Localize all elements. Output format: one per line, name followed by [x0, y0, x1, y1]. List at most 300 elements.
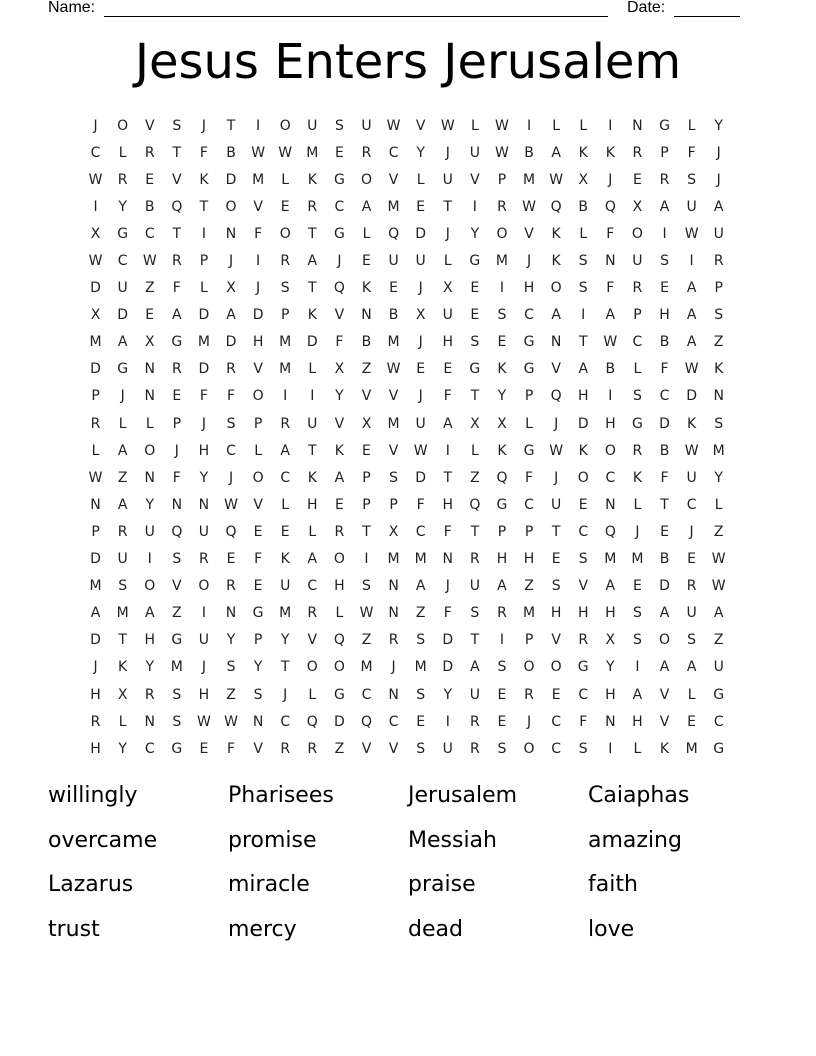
grid-letter[interactable]: U	[117, 280, 128, 297]
grid-letter[interactable]: L	[687, 686, 696, 703]
grid-letter[interactable]: T	[443, 469, 453, 486]
grid-letter[interactable]: I	[608, 740, 613, 757]
grid-letter[interactable]: M	[279, 605, 292, 622]
grid-letter[interactable]: V	[334, 307, 345, 324]
grid-letter[interactable]: J	[445, 225, 450, 242]
grid-letter[interactable]: C	[280, 713, 291, 730]
grid-letter[interactable]: H	[605, 605, 616, 622]
grid-letter[interactable]: K	[551, 253, 561, 270]
grid-letter[interactable]: V	[551, 361, 561, 378]
grid-letter[interactable]: Y	[416, 144, 425, 161]
grid-letter[interactable]: W	[549, 442, 564, 459]
grid-letter[interactable]: O	[577, 469, 589, 486]
grid-letter[interactable]: W	[413, 442, 428, 459]
grid-letter[interactable]: D	[415, 469, 427, 486]
grid-letter[interactable]: I	[499, 280, 505, 297]
grid-letter[interactable]: G	[171, 740, 183, 757]
grid-letter[interactable]: Z	[361, 632, 372, 649]
grid-letter[interactable]: H	[523, 551, 535, 568]
grid-letter[interactable]: G	[523, 361, 535, 378]
grid-letter[interactable]: H	[198, 686, 210, 703]
grid-letter[interactable]: S	[280, 280, 290, 297]
grid-letter[interactable]: F	[579, 713, 588, 730]
grid-letter[interactable]: A	[713, 605, 724, 622]
name-blank-line[interactable]	[104, 0, 608, 17]
grid-letter[interactable]: U	[442, 307, 453, 324]
grid-letter[interactable]: L	[118, 713, 127, 730]
grid-letter[interactable]: X	[388, 523, 399, 540]
grid-letter[interactable]: H	[605, 686, 616, 703]
grid-letter[interactable]: T	[470, 523, 480, 540]
grid-letter[interactable]: C	[659, 388, 670, 405]
grid-letter[interactable]: E	[470, 280, 480, 297]
grid-letter[interactable]: Z	[713, 523, 724, 540]
grid-letter[interactable]: G	[523, 442, 535, 459]
grid-letter[interactable]: F	[660, 469, 669, 486]
grid-letter[interactable]: L	[308, 686, 317, 703]
grid-letter[interactable]: Q	[333, 280, 345, 297]
grid-letter[interactable]: S	[660, 253, 669, 270]
grid-letter[interactable]: D	[90, 551, 101, 568]
grid-letter[interactable]: J	[418, 388, 423, 405]
grid-letter[interactable]: F	[199, 144, 208, 161]
grid-letter[interactable]: F	[226, 388, 236, 405]
grid-letter[interactable]: R	[280, 415, 291, 432]
grid-letter[interactable]: R	[307, 605, 318, 622]
grid-letter[interactable]: S	[226, 415, 236, 432]
grid-letter[interactable]: M	[712, 442, 725, 459]
grid-letter[interactable]: S	[389, 469, 399, 486]
grid-letter[interactable]: F	[660, 361, 669, 378]
grid-letter[interactable]: L	[362, 225, 371, 242]
grid-letter[interactable]: S	[172, 713, 182, 730]
grid-letter[interactable]: E	[145, 171, 155, 188]
grid-letter[interactable]: I	[635, 659, 640, 676]
grid-letter[interactable]: A	[442, 415, 453, 432]
grid-letter[interactable]: O	[550, 659, 562, 676]
grid-letter[interactable]: J	[418, 334, 423, 351]
grid-letter[interactable]: L	[579, 117, 588, 134]
grid-letter[interactable]: G	[333, 225, 345, 242]
grid-letter[interactable]: G	[523, 334, 535, 351]
grid-letter[interactable]: W	[440, 117, 455, 134]
grid-letter[interactable]: O	[198, 578, 210, 595]
grid-letter[interactable]: X	[605, 632, 616, 649]
grid-letter[interactable]: L	[254, 442, 263, 459]
grid-letter[interactable]: S	[632, 632, 642, 649]
grid-letter[interactable]: J	[716, 144, 721, 161]
grid-letter[interactable]: U	[117, 551, 128, 568]
grid-letter[interactable]: A	[415, 578, 426, 595]
grid-letter[interactable]: Q	[360, 713, 372, 730]
grid-letter[interactable]: A	[578, 361, 589, 378]
grid-letter[interactable]: Y	[606, 659, 615, 676]
grid-letter[interactable]: E	[497, 713, 507, 730]
grid-letter[interactable]: B	[144, 198, 155, 215]
grid-letter[interactable]: H	[442, 334, 454, 351]
grid-letter[interactable]: M	[116, 605, 129, 622]
grid-letter[interactable]: Z	[713, 334, 724, 351]
grid-letter[interactable]: A	[90, 605, 101, 622]
grid-letter[interactable]: S	[578, 253, 588, 270]
grid-letter[interactable]: N	[252, 713, 264, 730]
grid-letter[interactable]: A	[334, 469, 345, 486]
grid-letter[interactable]: C	[632, 334, 643, 351]
grid-letter[interactable]: C	[226, 442, 236, 459]
grid-letter[interactable]: J	[445, 578, 450, 595]
grid-letter[interactable]: L	[91, 442, 100, 459]
grid-letter[interactable]: I	[689, 253, 694, 270]
grid-letter[interactable]: W	[142, 253, 157, 270]
grid-letter[interactable]: W	[224, 713, 238, 730]
grid-letter[interactable]: T	[362, 523, 371, 540]
grid-letter[interactable]: M	[387, 198, 400, 215]
grid-letter[interactable]: K	[280, 551, 290, 568]
grid-letter[interactable]: Z	[415, 605, 426, 622]
grid-letter[interactable]: N	[144, 361, 155, 378]
grid-letter[interactable]: W	[549, 171, 564, 188]
grid-letter[interactable]: X	[144, 334, 155, 351]
grid-letter[interactable]: B	[659, 551, 670, 568]
grid-letter[interactable]: H	[307, 496, 318, 513]
grid-letter[interactable]: C	[578, 686, 589, 703]
grid-letter[interactable]: S	[362, 578, 371, 595]
grid-letter[interactable]: K	[334, 442, 344, 459]
grid-letter[interactable]: U	[415, 253, 426, 270]
grid-letter[interactable]: U	[280, 578, 291, 595]
grid-letter[interactable]: D	[577, 415, 589, 432]
grid-letter[interactable]: T	[470, 388, 480, 405]
grid-letter[interactable]: R	[171, 361, 182, 378]
grid-letter[interactable]: W	[386, 117, 401, 134]
grid-letter[interactable]: L	[335, 605, 344, 622]
grid-letter[interactable]: F	[172, 280, 181, 297]
grid-letter[interactable]: S	[416, 686, 426, 703]
grid-letter[interactable]: O	[523, 659, 535, 676]
grid-letter[interactable]: O	[144, 442, 156, 459]
grid-letter[interactable]: U	[198, 523, 210, 540]
grid-letter[interactable]: Z	[144, 280, 155, 297]
grid-letter[interactable]: L	[308, 361, 317, 378]
grid-letter[interactable]: G	[171, 334, 183, 351]
grid-letter[interactable]: E	[687, 713, 697, 730]
grid-letter[interactable]: A	[686, 659, 697, 676]
grid-letter[interactable]: A	[280, 442, 290, 459]
grid-letter[interactable]: C	[334, 198, 345, 215]
grid-letter[interactable]: F	[254, 551, 263, 568]
grid-letter[interactable]: S	[578, 280, 588, 297]
grid-letter[interactable]: E	[551, 686, 561, 703]
grid-letter[interactable]: R	[388, 632, 399, 649]
grid-letter[interactable]: F	[335, 334, 344, 351]
grid-letter[interactable]: O	[117, 117, 129, 134]
grid-letter[interactable]: D	[686, 388, 697, 405]
grid-letter[interactable]: F	[443, 523, 452, 540]
grid-letter[interactable]: G	[171, 632, 183, 649]
grid-letter[interactable]: H	[632, 713, 643, 730]
grid-letter[interactable]: K	[687, 415, 697, 432]
grid-letter[interactable]: S	[714, 415, 724, 432]
grid-letter[interactable]: S	[632, 388, 642, 405]
grid-letter[interactable]: G	[713, 740, 725, 757]
grid-letter[interactable]: J	[93, 117, 98, 134]
grid-letter[interactable]: U	[469, 578, 480, 595]
grid-letter[interactable]: D	[442, 659, 454, 676]
grid-letter[interactable]: J	[554, 469, 559, 486]
grid-letter[interactable]: F	[199, 388, 208, 405]
grid-letter[interactable]: I	[201, 605, 206, 622]
grid-letter[interactable]: L	[552, 117, 561, 134]
grid-letter[interactable]: P	[253, 632, 263, 649]
grid-letter[interactable]: X	[632, 198, 643, 215]
grid-letter[interactable]: B	[524, 144, 534, 161]
grid-letter[interactable]: R	[524, 686, 534, 703]
grid-letter[interactable]: G	[252, 605, 264, 622]
grid-letter[interactable]: K	[307, 469, 317, 486]
grid-letter[interactable]: W	[495, 117, 509, 134]
grid-letter[interactable]: J	[120, 388, 125, 405]
grid-letter[interactable]: G	[117, 361, 129, 378]
grid-letter[interactable]: F	[606, 280, 615, 297]
grid-letter[interactable]: E	[199, 740, 209, 757]
grid-letter[interactable]: M	[306, 144, 319, 161]
grid-letter[interactable]: S	[334, 117, 344, 134]
grid-letter[interactable]: L	[443, 253, 452, 270]
grid-letter[interactable]: Y	[335, 388, 344, 405]
grid-letter[interactable]: X	[361, 415, 372, 432]
grid-letter[interactable]: S	[687, 632, 697, 649]
grid-letter[interactable]: T	[199, 198, 209, 215]
grid-letter[interactable]: Y	[443, 686, 453, 703]
grid-letter[interactable]: L	[470, 442, 479, 459]
grid-letter[interactable]: P	[497, 523, 507, 540]
grid-letter[interactable]: R	[361, 144, 372, 161]
grid-letter[interactable]: V	[172, 578, 182, 595]
grid-letter[interactable]: T	[280, 659, 290, 676]
grid-letter[interactable]: U	[713, 659, 724, 676]
grid-letter[interactable]: W	[684, 442, 699, 459]
grid-letter[interactable]: D	[225, 171, 237, 188]
grid-letter[interactable]: I	[499, 632, 505, 649]
grid-letter[interactable]: E	[551, 551, 561, 568]
grid-letter[interactable]: U	[144, 523, 155, 540]
grid-letter[interactable]: H	[442, 496, 454, 513]
grid-letter[interactable]: R	[144, 144, 155, 161]
grid-letter[interactable]: Q	[306, 713, 318, 730]
grid-letter[interactable]: A	[307, 253, 318, 270]
grid-letter[interactable]: L	[308, 523, 317, 540]
grid-letter[interactable]: R	[578, 632, 589, 649]
grid-letter[interactable]: G	[659, 117, 670, 134]
grid-letter[interactable]: C	[686, 496, 697, 513]
grid-letter[interactable]: K	[659, 740, 670, 757]
grid-letter[interactable]: J	[174, 442, 179, 459]
grid-letter[interactable]: D	[659, 578, 670, 595]
grid-letter[interactable]: C	[524, 307, 534, 324]
grid-letter[interactable]: B	[226, 144, 236, 161]
grid-letter[interactable]: L	[579, 225, 588, 242]
grid-letter[interactable]: O	[631, 225, 643, 242]
grid-letter[interactable]: S	[118, 578, 128, 595]
grid-letter[interactable]: M	[604, 551, 617, 568]
grid-letter[interactable]: H	[577, 605, 589, 622]
grid-letter[interactable]: E	[172, 388, 182, 405]
grid-letter[interactable]: L	[633, 740, 642, 757]
grid-letter[interactable]: H	[252, 334, 264, 351]
grid-letter[interactable]: E	[443, 361, 453, 378]
grid-letter[interactable]: X	[442, 280, 453, 297]
grid-letter[interactable]: M	[414, 659, 427, 676]
grid-letter[interactable]: I	[256, 253, 261, 270]
grid-letter[interactable]: K	[605, 144, 615, 161]
grid-letter[interactable]: Z	[117, 469, 128, 486]
grid-letter[interactable]: R	[117, 171, 128, 188]
grid-letter[interactable]: C	[551, 713, 562, 730]
grid-letter[interactable]: V	[307, 632, 318, 649]
grid-letter[interactable]: X	[90, 307, 101, 324]
grid-letter[interactable]: O	[659, 632, 671, 649]
grid-letter[interactable]: Y	[714, 117, 723, 134]
grid-letter[interactable]: S	[226, 659, 236, 676]
grid-letter[interactable]: I	[310, 388, 315, 405]
grid-letter[interactable]: R	[469, 740, 480, 757]
grid-letter[interactable]: G	[469, 253, 481, 270]
grid-letter[interactable]: H	[334, 578, 345, 595]
grid-letter[interactable]: H	[550, 605, 562, 622]
grid-letter[interactable]: D	[334, 713, 345, 730]
grid-letter[interactable]: Q	[550, 198, 562, 215]
grid-letter[interactable]: J	[201, 659, 206, 676]
grid-letter[interactable]: T	[172, 144, 182, 161]
grid-letter[interactable]: U	[415, 415, 426, 432]
grid-letter[interactable]: W	[88, 171, 103, 188]
grid-letter[interactable]: V	[253, 361, 263, 378]
grid-letter[interactable]: F	[172, 469, 181, 486]
grid-letter[interactable]: Q	[469, 496, 481, 513]
grid-letter[interactable]: K	[578, 144, 588, 161]
grid-letter[interactable]: C	[307, 578, 318, 595]
grid-letter[interactable]: E	[145, 307, 155, 324]
grid-letter[interactable]: Q	[225, 523, 237, 540]
grid-letter[interactable]: X	[578, 171, 589, 188]
grid-letter[interactable]: J	[716, 171, 721, 188]
grid-letter[interactable]: P	[497, 171, 507, 188]
grid-letter[interactable]: Q	[171, 523, 183, 540]
grid-letter[interactable]: U	[388, 253, 399, 270]
grid-letter[interactable]: P	[172, 415, 182, 432]
grid-letter[interactable]: H	[90, 686, 101, 703]
grid-letter[interactable]: O	[333, 551, 345, 568]
grid-letter[interactable]: X	[90, 225, 101, 242]
grid-letter[interactable]: A	[117, 442, 128, 459]
grid-letter[interactable]: T	[470, 632, 480, 649]
grid-letter[interactable]: Z	[172, 605, 182, 622]
grid-letter[interactable]: P	[253, 415, 263, 432]
grid-letter[interactable]: V	[470, 171, 480, 188]
grid-letter[interactable]: E	[687, 551, 697, 568]
grid-letter[interactable]: V	[388, 442, 399, 459]
grid-letter[interactable]: D	[90, 280, 101, 297]
grid-letter[interactable]: O	[252, 469, 264, 486]
grid-letter[interactable]: M	[523, 171, 536, 188]
grid-letter[interactable]: G	[117, 225, 129, 242]
grid-letter[interactable]: J	[256, 280, 261, 297]
grid-letter[interactable]: C	[551, 740, 562, 757]
grid-letter[interactable]: X	[470, 415, 480, 432]
grid-letter[interactable]: E	[632, 171, 642, 188]
grid-letter[interactable]: A	[226, 307, 236, 324]
grid-letter[interactable]: P	[91, 523, 100, 540]
grid-letter[interactable]: P	[524, 523, 534, 540]
grid-letter[interactable]: M	[170, 659, 183, 676]
grid-letter[interactable]: S	[172, 686, 182, 703]
grid-letter[interactable]: W	[88, 253, 103, 270]
grid-letter[interactable]: D	[198, 361, 210, 378]
grid-letter[interactable]: I	[581, 307, 586, 324]
grid-letter[interactable]: A	[551, 307, 561, 324]
grid-letter[interactable]: I	[662, 225, 667, 242]
grid-letter[interactable]: C	[117, 253, 128, 270]
grid-letter[interactable]: B	[361, 334, 372, 351]
grid-letter[interactable]: O	[252, 388, 264, 405]
grid-letter[interactable]: Q	[333, 632, 345, 649]
grid-letter[interactable]: V	[659, 686, 670, 703]
grid-letter[interactable]: T	[308, 442, 317, 459]
grid-letter[interactable]: P	[524, 388, 534, 405]
grid-letter[interactable]: J	[526, 713, 532, 730]
grid-letter[interactable]: P	[199, 253, 209, 270]
grid-letter[interactable]: O	[279, 117, 291, 134]
grid-letter[interactable]: J	[445, 144, 450, 161]
grid-letter[interactable]: V	[253, 198, 263, 215]
grid-letter[interactable]: S	[416, 740, 426, 757]
grid-letter[interactable]: N	[144, 388, 155, 405]
grid-letter[interactable]: W	[278, 144, 293, 161]
grid-letter[interactable]: I	[364, 551, 369, 568]
grid-letter[interactable]: S	[497, 307, 507, 324]
grid-letter[interactable]: V	[388, 171, 399, 188]
grid-letter[interactable]: J	[526, 253, 532, 270]
grid-letter[interactable]: Z	[713, 632, 724, 649]
grid-letter[interactable]: U	[442, 171, 453, 188]
grid-letter[interactable]: R	[469, 551, 480, 568]
grid-letter[interactable]: K	[578, 442, 588, 459]
grid-letter[interactable]: I	[93, 198, 98, 215]
grid-letter[interactable]: P	[362, 469, 371, 486]
grid-letter[interactable]: A	[117, 334, 128, 351]
grid-letter[interactable]: I	[283, 388, 288, 405]
grid-letter[interactable]: M	[495, 253, 508, 270]
grid-letter[interactable]: L	[687, 117, 696, 134]
grid-letter[interactable]: M	[414, 551, 427, 568]
grid-letter[interactable]: R	[497, 605, 507, 622]
grid-letter[interactable]: K	[307, 307, 317, 324]
grid-letter[interactable]: Q	[550, 388, 562, 405]
grid-letter[interactable]: W	[711, 551, 726, 568]
grid-letter[interactable]: N	[713, 388, 724, 405]
grid-letter[interactable]: L	[525, 415, 533, 432]
grid-letter[interactable]: I	[445, 442, 450, 459]
grid-letter[interactable]: C	[388, 144, 399, 161]
grid-letter[interactable]: V	[334, 415, 345, 432]
grid-letter[interactable]: V	[578, 578, 589, 595]
grid-letter[interactable]: P	[280, 307, 290, 324]
grid-letter[interactable]: F	[443, 388, 452, 405]
grid-letter[interactable]: K	[199, 171, 209, 188]
grid-letter[interactable]: G	[333, 171, 345, 188]
grid-letter[interactable]: A	[686, 280, 697, 297]
grid-letter[interactable]: R	[713, 253, 724, 270]
